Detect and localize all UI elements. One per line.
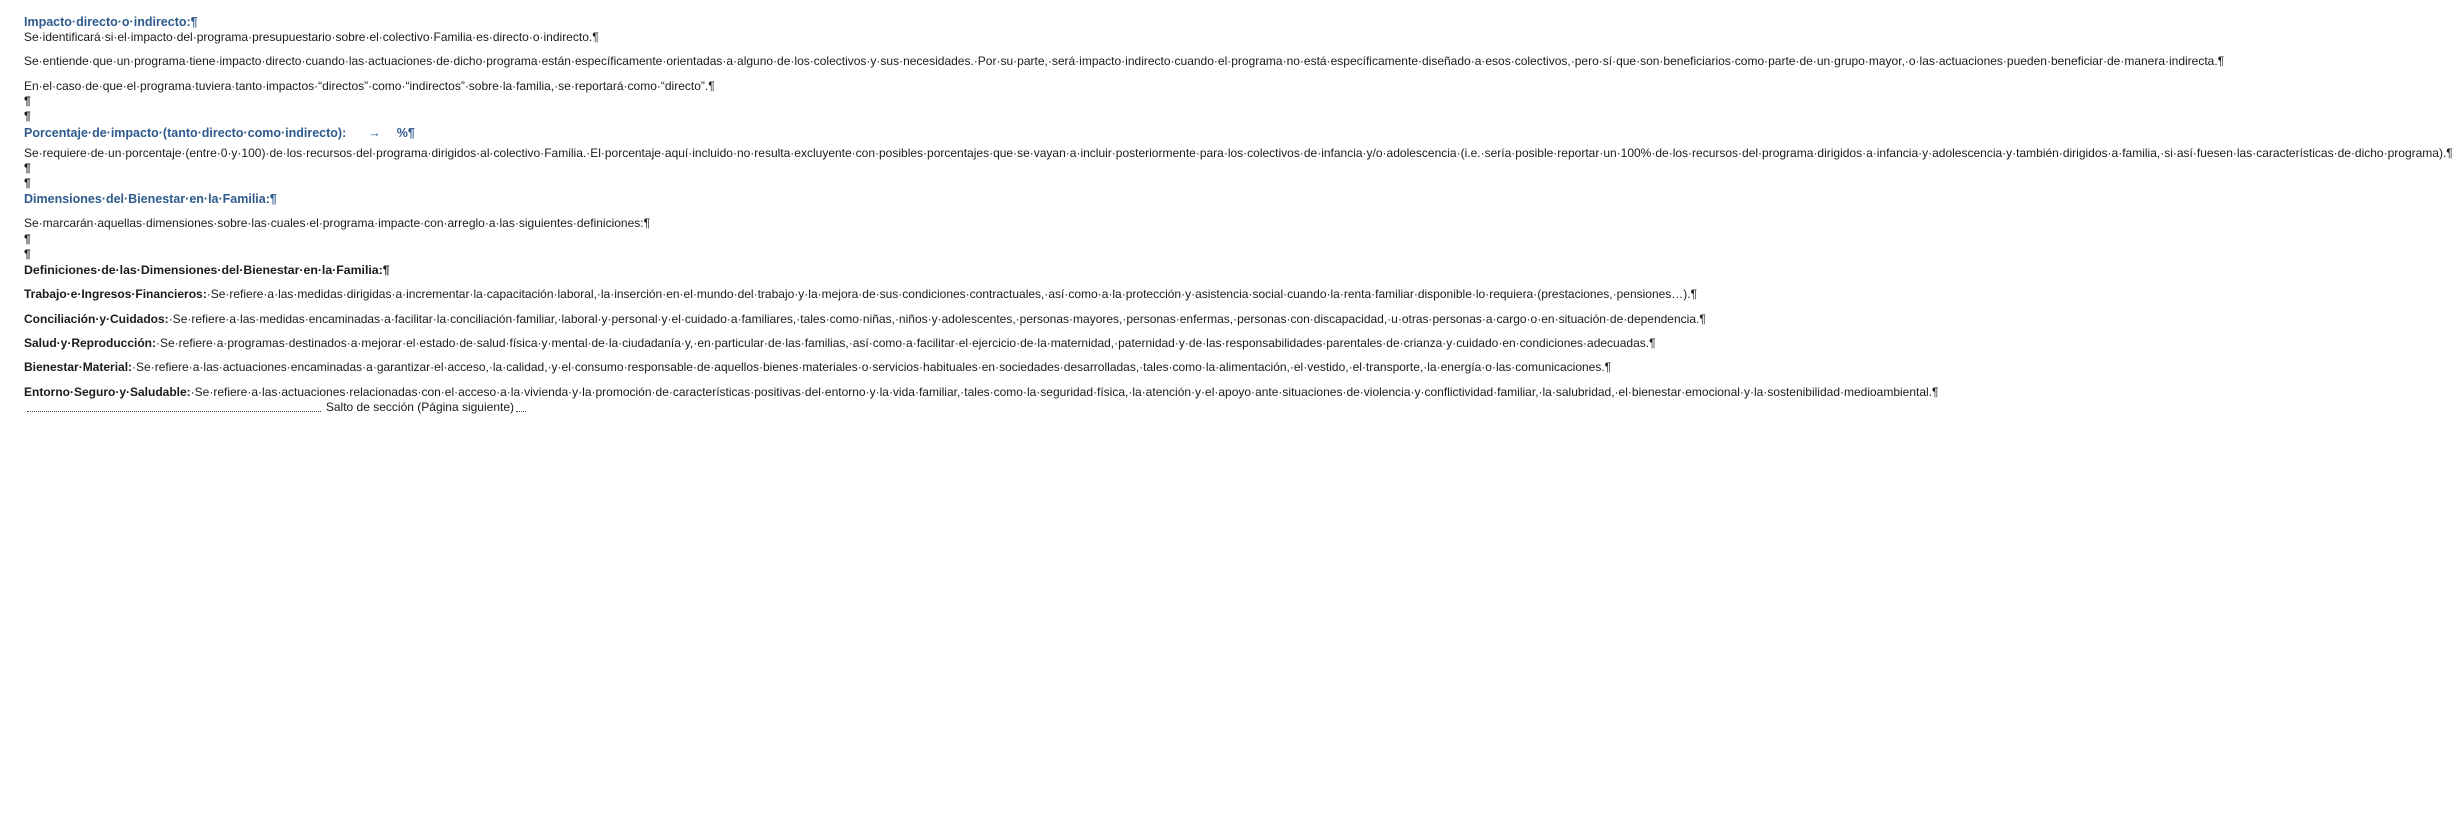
definition-salud[interactable]	[24, 336, 1656, 351]
section-break-leader	[27, 403, 321, 412]
definition-entorno[interactable]	[24, 384, 1939, 400]
document-page	[24, 14, 2453, 415]
heading-porcentaje	[24, 125, 526, 141]
definition-text: ·Se·refiere·a·las·medidas·dirigidas·a·incrementar·la·capacitación·laboral,·la·inserción·en·el·mundo·del·trabajo·y·la·mejora·de·sus·condiciones·contractuales,·así·como·a·la·protección·y·asistencia·social·cuando·la·renta·familiar·disponible·lo·requiera·(prestaciones,·pensiones…).¶	[206, 287, 1698, 302]
section-break-label: Salto de sección (Página siguiente)	[325, 400, 514, 415]
empty-paragraph-mark: ¶	[24, 94, 31, 109]
definition-conciliacion[interactable]	[24, 311, 1706, 327]
definition-term: Salud·y·Reproducción:	[24, 336, 157, 351]
heading-dimensiones: Dimensiones·del·Bienestar·en·la·Familia:¶	[24, 192, 277, 207]
empty-paragraph-mark: ¶	[24, 176, 31, 191]
paragraph-impacto-caso[interactable]: En·el·caso·de·que·el·programa·tuviera·tanto·impactos·“directos”·como·“indirectos”·sobre·la·familia,·se·reportará·como·“directo”.¶	[24, 78, 715, 93]
heading-porcentaje-text: Porcentaje·de·impacto·(tanto·directo·como·indirecto):	[24, 125, 347, 140]
heading-definiciones: Definiciones·de·las·Dimensiones·del·Bienestar·en·la·Familia:¶	[24, 263, 390, 278]
section-break-leader	[516, 403, 526, 412]
empty-paragraph-mark: ¶	[24, 109, 31, 124]
empty-paragraph-mark: ¶	[24, 247, 31, 262]
empty-paragraph-mark: ¶	[24, 161, 31, 176]
paragraph-dimensiones[interactable]: Se·marcarán·aquellas·dimensiones·sobre·las·cuales·el·programa·impacte·con·arreglo·a·las·siguientes·definiciones:¶	[24, 216, 651, 231]
definition-term: Trabajo·e·Ingresos·Financieros:	[24, 287, 207, 302]
heading-impacto: Impacto·directo·o·indirecto:¶	[24, 15, 198, 29]
paragraph-impacto-definicion[interactable]: Se·entiende·que·un·programa·tiene·impacto·directo·cuando·las·actuaciones·de·dicho·programa·están·específicamente·orientadas·a·alguno·de·los·colectivos·y·sus·necesidades.·Por·su·parte,·será·impacto·indirecto·cuando·el·programa·no·está·específicamente·diseñado·a·esos·colectivos,·pero·sí·que·son·beneficiarios·como·parte·de·un·grupo·mayor,·o·las·actuaciones·pueden·beneficiar·de·manera·indirecta.¶	[24, 54, 2225, 69]
tab-arrow-icon: →	[368, 125, 381, 140]
definition-term: Conciliación·y·Cuidados:	[24, 311, 169, 326]
definition-term: Bienestar·Material:	[24, 360, 133, 375]
definition-bienestar-material[interactable]	[24, 360, 1612, 375]
percent-sign: %¶	[396, 125, 415, 140]
paragraph-impacto-intro[interactable]: Se·identificará·si·el·impacto·del·programa·presupuestario·sobre·el·colectivo·Familia·es·directo·o·indirecto.¶	[24, 30, 599, 44]
definition-text: ·Se·refiere·a·las·actuaciones·encaminadas·a·garantizar·el·acceso,·la·calidad,·y·el·consumo·responsable·de·aquellos·bienes·materiales·o·servicios·habituales·en·sociedades·desarrolladas,·tales·como·la·alimentación,·el·vestido,·el·transporte,·la·energía·o·las·comunicaciones.¶	[132, 360, 1612, 375]
definition-text: ·Se·refiere·a·las·medidas·encaminadas·a·facilitar·la·conciliación·familiar,·laboral·y·personal·y·el·cuidado·a·familiares,·tales·como·niñas,·niños·y·adolescentes,·personas·mayores,·personas·enfermas,·personas·con·discapacidad,·u·otras·personas·a·cargo·o·en·situación·de·dependencia.¶	[168, 311, 1706, 326]
paragraph-porcentaje[interactable]: Se·requiere·de·un·porcentaje·(entre·0·y·100)·de·los·recursos·del·programa·dirigidos·al·colectivo·Familia.·El·porcentaje·aquí·incluido·no·resulta·excluyente·con·posibles·porcentajes·que·se·vayan·a·incluir·posteriormente·para·los·colectivos·de·infancia·y/o·adolescencia·(i.e.·sería·posible·reportar·un·100%·de·los·recursos·del·programa·dirigidos·a·infancia·y·adolescencia·y·también·dirigidos·a·familia,·si·así·fuesen·las·características·de·dicho·programa).¶	[24, 145, 2453, 160]
section-break-marker	[24, 400, 526, 415]
definition-term: Entorno·Seguro·y·Saludable:	[24, 384, 191, 399]
definition-trabajo[interactable]	[24, 287, 1698, 302]
empty-paragraph-mark: ¶	[24, 231, 31, 246]
definition-text: ·Se·refiere·a·las·actuaciones·relacionadas·con·el·acceso·a·la·vivienda·y·la·promoción·de·características·positivas·del·entorno·y·la·vida·familiar,·tales·como·la·seguridad·física,·la·atención·y·el·apoyo·ante·situaciones·de·violencia·y·conflictividad·familiar,·la·salubridad,·el·bienestar·emocional·y·la·sostenibilidad·medioambiental.¶	[190, 384, 1939, 399]
definition-text: ·Se·refiere·a·programas·destinados·a·mejorar·el·estado·de·salud·física·y·mental·de·la·ciudadanía·y,·en·particular·de·las·familias,·así·como·a·facilitar·el·ejercicio·de·la·maternidad,·paternidad·y·de·las·responsabilidades·parentales·de·crianza·y·cuidado·en·condiciones·adecuadas.¶	[156, 336, 1656, 351]
